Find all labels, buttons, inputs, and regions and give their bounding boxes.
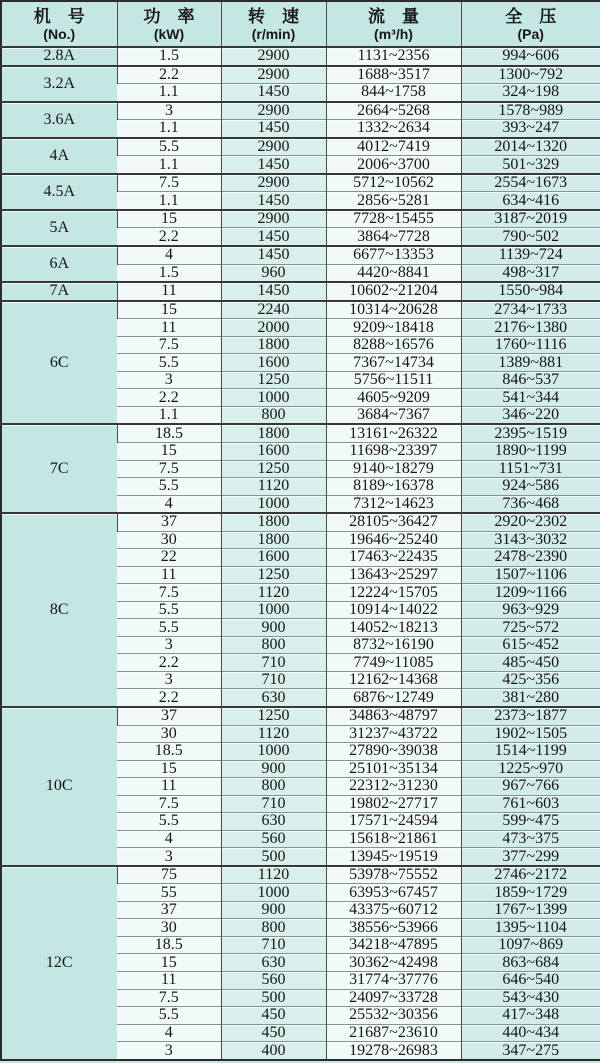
power-cell: 11 (117, 566, 221, 584)
speed-cell: 1800 (221, 424, 326, 442)
pressure-cell: 1300~792 (461, 66, 600, 84)
flow-cell: 31774~37776 (326, 972, 461, 990)
pressure-cell: 599~475 (461, 813, 600, 831)
power-cell: 15 (117, 210, 221, 228)
power-cell: 5.5 (117, 478, 221, 496)
col-header-model-unit: (No.) (43, 25, 76, 42)
power-cell: 7.5 (117, 336, 221, 354)
speed-cell: 500 (221, 989, 326, 1007)
flow-cell: 5756~11511 (326, 371, 461, 389)
table-row (1, 210, 600, 228)
speed-cell: 2900 (221, 210, 326, 228)
pressure-cell: 425~356 (461, 671, 600, 689)
speed-cell: 1450 (221, 84, 326, 102)
flow-cell: 34863~48797 (326, 707, 461, 725)
speed-cell: 1250 (221, 707, 326, 725)
pressure-cell: 1514~1199 (461, 743, 600, 761)
speed-cell: 1000 (221, 884, 326, 902)
speed-cell: 450 (221, 1007, 326, 1025)
flow-cell: 1332~2634 (326, 120, 461, 138)
speed-cell: 1450 (221, 156, 326, 174)
flow-cell: 30362~42498 (326, 954, 461, 972)
flow-cell: 38556~53966 (326, 919, 461, 937)
flow-cell: 14052~18213 (326, 619, 461, 637)
flow-cell: 24097~33728 (326, 989, 461, 1007)
power-cell: 18.5 (117, 743, 221, 761)
speed-cell: 2900 (221, 174, 326, 192)
pressure-cell: 417~348 (461, 1007, 600, 1025)
pressure-cell: 346~220 (461, 406, 600, 424)
col-header-pressure-title: 全 压 (505, 6, 557, 26)
speed-cell: 1250 (221, 371, 326, 389)
flow-cell: 3864~7728 (326, 228, 461, 246)
flow-cell: 9209~18418 (326, 319, 461, 337)
table-row (1, 301, 600, 319)
speed-cell: 2900 (221, 138, 326, 156)
pressure-cell: 498~317 (461, 264, 600, 282)
power-cell: 11 (117, 778, 221, 796)
model-cell: 7C (1, 424, 117, 513)
pressure-cell: 2734~1733 (461, 301, 600, 319)
power-cell: 5.5 (117, 813, 221, 831)
flow-cell: 6677~13353 (326, 246, 461, 264)
flow-cell: 9140~18279 (326, 460, 461, 478)
power-cell: 1.1 (117, 84, 221, 102)
pressure-cell: 761~603 (461, 795, 600, 813)
power-cell: 30 (117, 725, 221, 743)
speed-cell: 1250 (221, 460, 326, 478)
power-cell: 5.5 (117, 619, 221, 637)
speed-cell: 560 (221, 972, 326, 990)
power-cell: 18.5 (117, 424, 221, 442)
power-cell: 11 (117, 319, 221, 337)
speed-cell: 900 (221, 901, 326, 919)
col-header-flow-title: 流 量 (368, 6, 419, 26)
flow-cell: 21687~23610 (326, 1024, 461, 1042)
speed-cell: 1000 (221, 601, 326, 619)
pressure-cell: 501~329 (461, 156, 600, 174)
power-cell: 11 (117, 282, 221, 301)
power-cell: 3 (117, 671, 221, 689)
flow-cell: 8288~16576 (326, 336, 461, 354)
col-header-power-title: 功 率 (143, 6, 195, 26)
flow-cell: 12224~15705 (326, 584, 461, 602)
speed-cell: 1000 (221, 495, 326, 513)
flow-cell: 5712~10562 (326, 174, 461, 192)
flow-cell: 3684~7367 (326, 406, 461, 424)
power-cell: 4 (117, 830, 221, 848)
power-cell: 30 (117, 531, 221, 549)
speed-cell: 1120 (221, 725, 326, 743)
flow-cell: 2664~5268 (326, 102, 461, 120)
table-row (1, 138, 600, 156)
speed-cell: 2240 (221, 301, 326, 319)
model-cell: 6C (1, 301, 117, 425)
pressure-cell: 725~572 (461, 619, 600, 637)
flow-cell: 31237~43722 (326, 725, 461, 743)
table-row (1, 282, 600, 301)
speed-cell: 1600 (221, 549, 326, 567)
model-cell: 5A (1, 210, 117, 246)
speed-cell: 2000 (221, 319, 326, 337)
pressure-cell: 1209~1166 (461, 584, 600, 602)
pressure-cell: 846~537 (461, 371, 600, 389)
power-cell: 4 (117, 1024, 221, 1042)
flow-cell: 28105~36427 (326, 513, 461, 531)
speed-cell: 710 (221, 795, 326, 813)
power-cell: 3 (117, 371, 221, 389)
pressure-cell: 543~430 (461, 989, 600, 1007)
speed-cell: 710 (221, 654, 326, 672)
pressure-cell: 324~198 (461, 84, 600, 102)
power-cell: 7.5 (117, 989, 221, 1007)
speed-cell: 1120 (221, 584, 326, 602)
pressure-cell: 473~375 (461, 830, 600, 848)
speed-cell: 1600 (221, 442, 326, 460)
power-cell: 1.1 (117, 192, 221, 210)
flow-cell: 27890~39038 (326, 743, 461, 761)
pressure-cell: 1395~1104 (461, 919, 600, 937)
power-cell: 15 (117, 301, 221, 319)
flow-cell: 844~1758 (326, 84, 461, 102)
power-cell: 7.5 (117, 174, 221, 192)
speed-cell: 1000 (221, 743, 326, 761)
power-cell: 3 (117, 848, 221, 866)
pressure-cell: 1225~970 (461, 760, 600, 778)
power-cell: 15 (117, 954, 221, 972)
pressure-cell: 994~606 (461, 47, 600, 66)
pressure-cell: 863~684 (461, 954, 600, 972)
pressure-cell: 967~766 (461, 778, 600, 796)
col-header-speed-title: 转 速 (248, 6, 299, 26)
pressure-cell: 2554~1673 (461, 174, 600, 192)
flow-cell: 1688~3517 (326, 66, 461, 84)
model-cell: 4.5A (1, 174, 117, 210)
pressure-cell: 440~434 (461, 1024, 600, 1042)
speed-cell: 1000 (221, 389, 326, 407)
pressure-cell: 1578~989 (461, 102, 600, 120)
pressure-cell: 1760~1116 (461, 336, 600, 354)
flow-cell: 13161~26322 (326, 424, 461, 442)
power-cell: 7.5 (117, 460, 221, 478)
power-cell: 1.5 (117, 47, 221, 66)
power-cell: 5.5 (117, 354, 221, 372)
speed-cell: 900 (221, 760, 326, 778)
header-row (1, 1, 600, 47)
model-cell: 3.6A (1, 102, 117, 138)
flow-cell: 7728~15455 (326, 210, 461, 228)
speed-cell: 630 (221, 689, 326, 707)
speed-cell: 1600 (221, 354, 326, 372)
flow-cell: 13945~19519 (326, 848, 461, 866)
flow-cell: 10914~14022 (326, 601, 461, 619)
power-cell: 15 (117, 760, 221, 778)
col-header-flow (326, 1, 461, 47)
power-cell: 3 (117, 102, 221, 120)
flow-cell: 25532~30356 (326, 1007, 461, 1025)
pressure-cell: 377~299 (461, 848, 600, 866)
col-header-power-unit: (kW) (153, 25, 185, 42)
col-header-speed-unit: (r/min) (251, 25, 296, 42)
flow-cell: 19278~26983 (326, 1042, 461, 1060)
flow-cell: 2856~5281 (326, 192, 461, 210)
pressure-cell: 615~452 (461, 636, 600, 654)
pressure-cell: 3143~3032 (461, 531, 600, 549)
speed-cell: 1800 (221, 336, 326, 354)
col-header-power (117, 1, 221, 47)
speed-cell: 960 (221, 264, 326, 282)
flow-cell: 43375~60712 (326, 901, 461, 919)
pressure-cell: 2014~1320 (461, 138, 600, 156)
power-cell: 2.2 (117, 66, 221, 84)
speed-cell: 1800 (221, 531, 326, 549)
pressure-cell: 924~586 (461, 478, 600, 496)
pressure-cell: 646~540 (461, 972, 600, 990)
pressure-cell: 2478~2390 (461, 549, 600, 567)
flow-cell: 6876~12749 (326, 689, 461, 707)
power-cell: 2.2 (117, 689, 221, 707)
model-cell: 4A (1, 138, 117, 174)
model-cell: 7A (1, 282, 117, 301)
pressure-cell: 381~280 (461, 689, 600, 707)
col-header-model (1, 1, 117, 47)
power-cell: 11 (117, 972, 221, 990)
flow-cell: 7749~11085 (326, 654, 461, 672)
speed-cell: 900 (221, 619, 326, 637)
flow-cell: 8732~16190 (326, 636, 461, 654)
flow-cell: 22312~31230 (326, 778, 461, 796)
model-cell: 12C (1, 866, 117, 1060)
col-header-model-title: 机 号 (33, 6, 85, 26)
flow-cell: 4605~9209 (326, 389, 461, 407)
speed-cell: 560 (221, 830, 326, 848)
flow-cell: 1131~2356 (326, 47, 461, 66)
flow-cell: 7367~14734 (326, 354, 461, 372)
col-header-speed (221, 1, 326, 47)
table-row (1, 513, 600, 531)
speed-cell: 2900 (221, 66, 326, 84)
speed-cell: 400 (221, 1042, 326, 1060)
power-cell: 7.5 (117, 584, 221, 602)
power-cell: 37 (117, 707, 221, 725)
speed-cell: 2900 (221, 47, 326, 66)
power-cell: 3 (117, 1042, 221, 1060)
power-cell: 2.2 (117, 654, 221, 672)
flow-cell: 15618~21861 (326, 830, 461, 848)
speed-cell: 2900 (221, 102, 326, 120)
power-cell: 1.5 (117, 264, 221, 282)
flow-cell: 17463~22435 (326, 549, 461, 567)
pressure-cell: 736~468 (461, 495, 600, 513)
power-cell: 15 (117, 442, 221, 460)
power-cell: 75 (117, 866, 221, 884)
speed-cell: 1120 (221, 478, 326, 496)
pressure-cell: 1902~1505 (461, 725, 600, 743)
flow-cell: 34218~47895 (326, 936, 461, 954)
speed-cell: 450 (221, 1024, 326, 1042)
pressure-cell: 790~502 (461, 228, 600, 246)
pressure-cell: 1859~1729 (461, 884, 600, 902)
power-cell: 4 (117, 495, 221, 513)
pressure-cell: 2920~2302 (461, 513, 600, 531)
flow-cell: 53978~75552 (326, 866, 461, 884)
table-row (1, 47, 600, 66)
pressure-cell: 541~344 (461, 389, 600, 407)
pressure-cell: 2176~1380 (461, 319, 600, 337)
flow-cell: 4420~8841 (326, 264, 461, 282)
flow-cell: 17571~24594 (326, 813, 461, 831)
pressure-cell: 1550~984 (461, 282, 600, 301)
speed-cell: 1450 (221, 246, 326, 264)
pressure-cell: 963~929 (461, 601, 600, 619)
table-body (1, 47, 600, 1060)
power-cell: 55 (117, 884, 221, 902)
power-cell: 5.5 (117, 138, 221, 156)
speed-cell: 1450 (221, 192, 326, 210)
col-header-pressure (461, 1, 600, 47)
speed-cell: 800 (221, 406, 326, 424)
speed-cell: 1120 (221, 866, 326, 884)
speed-cell: 500 (221, 848, 326, 866)
pressure-cell: 3187~2019 (461, 210, 600, 228)
power-cell: 1.1 (117, 406, 221, 424)
speed-cell: 1450 (221, 120, 326, 138)
model-cell: 8C (1, 513, 117, 707)
power-cell: 22 (117, 549, 221, 567)
table-row (1, 707, 600, 725)
col-header-pressure-unit: (Pa) (517, 25, 544, 42)
pressure-cell: 2373~1877 (461, 707, 600, 725)
flow-cell: 8189~16378 (326, 478, 461, 496)
flow-cell: 25101~35134 (326, 760, 461, 778)
speed-cell: 630 (221, 813, 326, 831)
pressure-cell: 393~247 (461, 120, 600, 138)
model-cell: 10C (1, 707, 117, 866)
power-cell: 37 (117, 901, 221, 919)
speed-cell: 1450 (221, 282, 326, 301)
pressure-cell: 1767~1399 (461, 901, 600, 919)
flow-cell: 2006~3700 (326, 156, 461, 174)
power-cell: 5.5 (117, 1007, 221, 1025)
flow-cell: 7312~14623 (326, 495, 461, 513)
speed-cell: 800 (221, 636, 326, 654)
pressure-cell: 2395~1519 (461, 424, 600, 442)
power-cell: 18.5 (117, 936, 221, 954)
flow-cell: 19646~25240 (326, 531, 461, 549)
power-cell: 3 (117, 636, 221, 654)
speed-cell: 710 (221, 671, 326, 689)
pressure-cell: 634~416 (461, 192, 600, 210)
model-cell: 2.8A (1, 47, 117, 66)
pressure-cell: 1097~869 (461, 936, 600, 954)
flow-cell: 12162~14368 (326, 671, 461, 689)
table-row (1, 66, 600, 84)
pressure-cell: 485~450 (461, 654, 600, 672)
model-cell: 3.2A (1, 66, 117, 102)
power-cell: 7.5 (117, 795, 221, 813)
power-cell: 1.1 (117, 120, 221, 138)
table-row (1, 102, 600, 120)
power-cell: 2.2 (117, 389, 221, 407)
flow-cell: 4012~7419 (326, 138, 461, 156)
speed-cell: 800 (221, 778, 326, 796)
table-row (1, 424, 600, 442)
pressure-cell: 1389~881 (461, 354, 600, 372)
speed-cell: 710 (221, 936, 326, 954)
speed-cell: 630 (221, 954, 326, 972)
power-cell: 30 (117, 919, 221, 937)
flow-cell: 10314~20628 (326, 301, 461, 319)
power-cell: 4 (117, 246, 221, 264)
pressure-cell: 1507~1106 (461, 566, 600, 584)
flow-cell: 19802~27717 (326, 795, 461, 813)
pressure-cell: 1151~731 (461, 460, 600, 478)
pressure-cell: 1890~1199 (461, 442, 600, 460)
speed-cell: 1250 (221, 566, 326, 584)
flow-cell: 10602~21204 (326, 282, 461, 301)
power-cell: 37 (117, 513, 221, 531)
table-row (1, 174, 600, 192)
speed-cell: 800 (221, 919, 326, 937)
flow-cell: 11698~23397 (326, 442, 461, 460)
col-header-flow-unit: (m³/h) (374, 25, 413, 42)
flow-cell: 13643~25297 (326, 566, 461, 584)
flow-cell: 63953~67457 (326, 884, 461, 902)
pressure-cell: 347~275 (461, 1042, 600, 1060)
pressure-cell: 2746~2172 (461, 866, 600, 884)
speed-cell: 1450 (221, 228, 326, 246)
model-cell: 6A (1, 246, 117, 282)
speed-cell: 1800 (221, 513, 326, 531)
power-cell: 2.2 (117, 228, 221, 246)
table-row (1, 866, 600, 884)
power-cell: 5.5 (117, 601, 221, 619)
pressure-cell: 1139~724 (461, 246, 600, 264)
power-cell: 1.1 (117, 156, 221, 174)
table-row (1, 246, 600, 264)
